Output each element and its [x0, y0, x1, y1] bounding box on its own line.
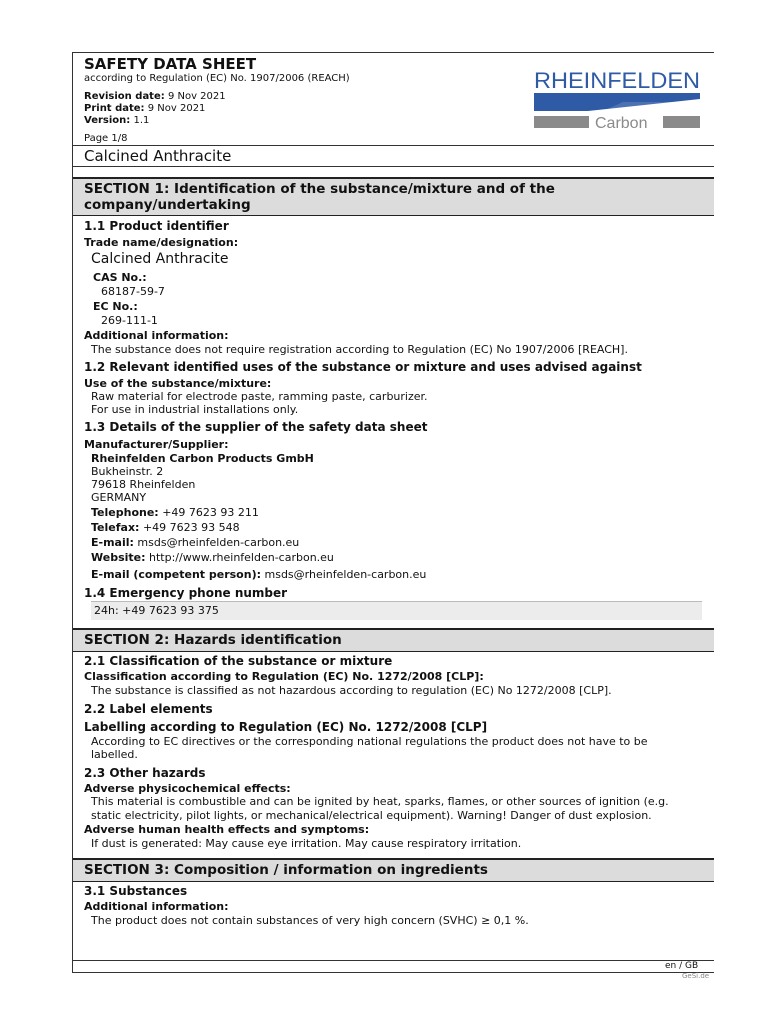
classification-value: The substance is classified as not hazardous according to regulation (EC) No 1272/2008 [CLP]. [91, 684, 612, 697]
section-3-title: SECTION 3: Composition / information on ingredients [84, 862, 488, 878]
version: Version: 1.1 [84, 115, 150, 126]
s14-title: 1.4 Emergency phone number [84, 586, 288, 600]
section-1-title-line1: SECTION 1: Identification of the substance/mixture and of the [84, 181, 555, 197]
company-name: Rheinfelden Carbon Products GmbH [91, 452, 314, 465]
logo-text-top: RHEINFELDEN [534, 68, 700, 93]
trade-name-label: Trade name/designation: [84, 236, 239, 249]
manufacturer-label: Manufacturer/Supplier: [84, 438, 229, 451]
rheinfelden-carbon-logo [533, 66, 703, 130]
health-value: If dust is generated: May cause eye irritation. May cause respiratory irritation. [91, 837, 522, 850]
physchem-line-1: This material is combustible and can be ignited by heat, sparks, flames, or other sources of ignition (e.g. [91, 795, 669, 808]
s23-title: 2.3 Other hazards [84, 766, 206, 780]
website-link[interactable]: http://www.rheinfelden-carbon.eu [149, 551, 334, 564]
logo-text-bottom: Carbon [595, 115, 648, 130]
competent-email-link[interactable]: msds@rheinfelden-carbon.eu [264, 568, 427, 581]
cas-label: CAS No.: [93, 271, 147, 284]
s1-additional-info-label: Additional information: [84, 329, 229, 342]
labelling-line-1: According to EC directives or the corresponding national regulations the product does not have to be [91, 735, 648, 748]
regulation-note: according to Regulation (EC) No. 1907/2006 (REACH) [84, 73, 350, 84]
section-1-header [73, 177, 714, 216]
emergency-box [91, 601, 702, 620]
s12-title: 1.2 Relevant identified uses of the substance or mixture and uses advised against [84, 360, 642, 374]
page-number: Page 1/8 [84, 133, 128, 144]
telephone: Telephone: +49 7623 93 211 [91, 506, 259, 519]
use-line-2: For use in industrial installations only. [91, 403, 299, 416]
ec-label: EC No.: [93, 300, 138, 313]
print-date: Print date: 9 Nov 2021 [84, 103, 206, 114]
section-1-title-line2: company/undertaking [84, 197, 251, 213]
country: GERMANY [91, 491, 147, 504]
section-2-title: SECTION 2: Hazards identification [84, 632, 342, 648]
labelling-title: Labelling according to Regulation (EC) No. 1272/2008 [CLP] [84, 720, 488, 734]
use-label: Use of the substance/mixture: [84, 377, 272, 390]
physchem-line-2: static electricity, pilot lights, or mechanical/electrical equipment). Warning! Danger of dust explosion. [91, 809, 652, 822]
classification-label: Classification according to Regulation (EC) No. 1272/2008 [CLP]: [84, 670, 484, 683]
s13-title: 1.3 Details of the supplier of the safety data sheet [84, 420, 428, 434]
s22-title: 2.2 Label elements [84, 702, 213, 716]
email: E-mail: msds@rheinfelden-carbon.eu [91, 536, 300, 549]
trade-name-value: Calcined Anthracite [91, 251, 229, 267]
website: Website: http://www.rheinfelden-carbon.eu [91, 551, 334, 564]
city: 79618 Rheinfelden [91, 478, 196, 491]
s21-title: 2.1 Classification of the substance or mixture [84, 654, 393, 668]
section-2-header [73, 628, 714, 652]
s3-additional-info-label: Additional information: [84, 900, 229, 913]
sds-page [72, 52, 714, 980]
street: Bukheinstr. 2 [91, 465, 164, 478]
email-link[interactable]: msds@rheinfelden-carbon.eu [137, 536, 300, 549]
footer-language: en / GB [665, 961, 699, 971]
health-label: Adverse human health effects and symptoms: [84, 823, 370, 836]
cas-value: 68187-59-7 [101, 285, 165, 298]
section-3-header [73, 858, 714, 882]
footer-brand: GeSi.de [682, 972, 710, 980]
use-line-1: Raw material for electrode paste, ramming paste, carburizer. [91, 390, 428, 403]
s11-title: 1.1 Product identifier [84, 219, 229, 233]
s3-additional-info-value: The product does not contain substances of very high concern (SVHC) ≥ 0,1 %. [91, 914, 529, 927]
physchem-label: Adverse physicochemical effects: [84, 782, 291, 795]
product-name-header: Calcined Anthracite [84, 147, 232, 165]
revision-date: Revision date: 9 Nov 2021 [84, 91, 226, 102]
s31-title: 3.1 Substances [84, 884, 188, 898]
s1-additional-info-value: The substance does not require registration according to Regulation (EC) No 1907/2006 [REACH]. [91, 343, 628, 356]
document-title: SAFETY DATA SHEET [84, 55, 257, 73]
labelling-line-2: labelled. [91, 748, 138, 761]
telefax: Telefax: +49 7623 93 548 [91, 521, 240, 534]
ec-value: 269-111-1 [101, 314, 158, 327]
emergency-number: 24h: +49 7623 93 375 [94, 604, 219, 617]
competent-person-email: E-mail (competent person): msds@rheinfelden-carbon.eu [91, 568, 427, 581]
